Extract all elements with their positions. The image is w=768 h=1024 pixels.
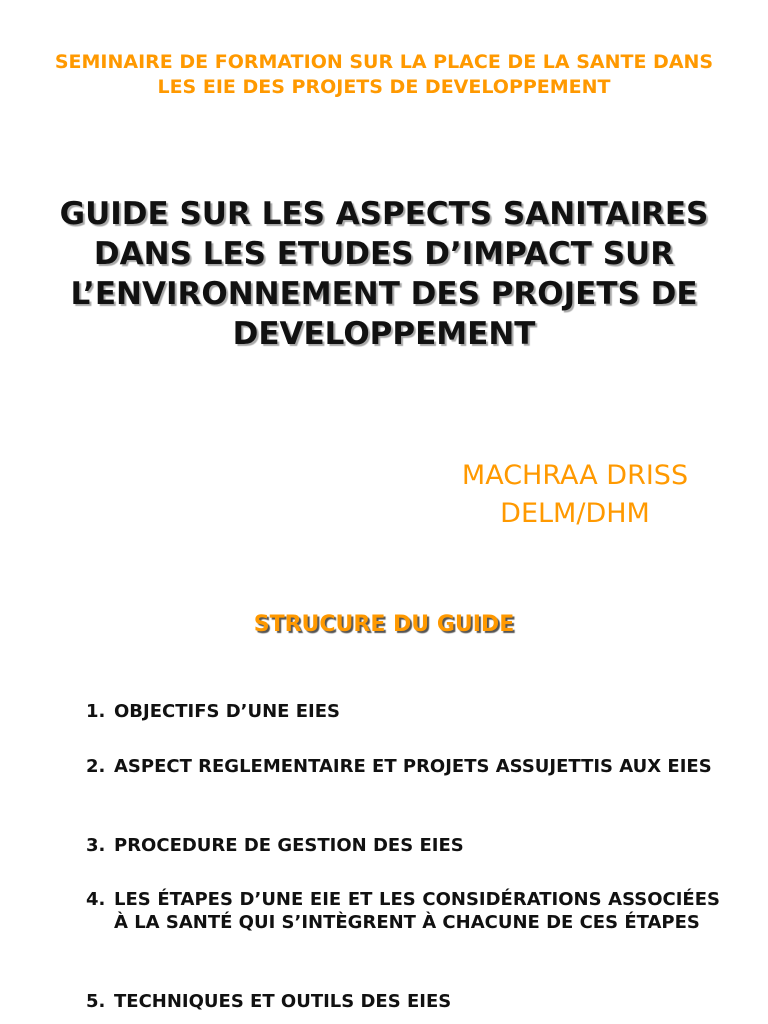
toc-item-text: OBJECTIFS D’UNE EIES: [114, 701, 341, 722]
main-title: [0, 194, 768, 354]
seminar-line-2: LES EIE DES PROJETS DE DEVELOPPEMENT: [157, 76, 611, 98]
main-title-line-1: GUIDE SUR LES ASPECTS SANITAIRES: [59, 196, 709, 232]
author-affiliation: DELM/DHM: [500, 498, 650, 529]
toc-item-number: 5.: [86, 991, 106, 1012]
seminar-header: [0, 50, 768, 100]
toc-item-2: [86, 755, 720, 778]
toc-item-number: 3.: [86, 835, 106, 856]
main-title-line-3: L’ENVIRONNEMENT DES PROJETS DE: [70, 276, 698, 312]
toc-item-text: PROCEDURE DE GESTION DES EIES: [114, 835, 464, 856]
author-block: [440, 457, 710, 533]
author-name: MACHRAA DRISS: [461, 460, 689, 491]
main-title-line-2: DANS LES ETUDES D’IMPACT SUR: [93, 236, 675, 272]
toc-item-number: 2.: [86, 756, 106, 777]
toc-item-text: LES ÉTAPES D’UNE EIE ET LES CONSIDÉRATIONS ASSOCIÉES À LA SANTÉ QUI S’INTÈGRENT À CHACUNE DE CES ÉTAPES: [114, 889, 720, 933]
seminar-line-1: SEMINAIRE DE FORMATION SUR LA PLACE DE LA SANTE DANS: [54, 51, 714, 73]
toc-item-text: TECHNIQUES ET OUTILS DES EIES: [114, 991, 452, 1012]
toc-item-number: 4.: [86, 889, 106, 910]
toc-item-4: [86, 888, 720, 934]
main-title-line-4: DEVELOPPEMENT: [232, 316, 536, 352]
section-title: STRUCURE DU GUIDE: [253, 612, 515, 637]
toc-item-5: [86, 990, 720, 1013]
toc-item-number: 1.: [86, 701, 106, 722]
toc-item-1: [86, 700, 720, 723]
toc-item-text: ASPECT REGLEMENTAIRE ET PROJETS ASSUJETTIS AUX EIES: [114, 756, 712, 777]
toc-item-3: [86, 834, 720, 857]
